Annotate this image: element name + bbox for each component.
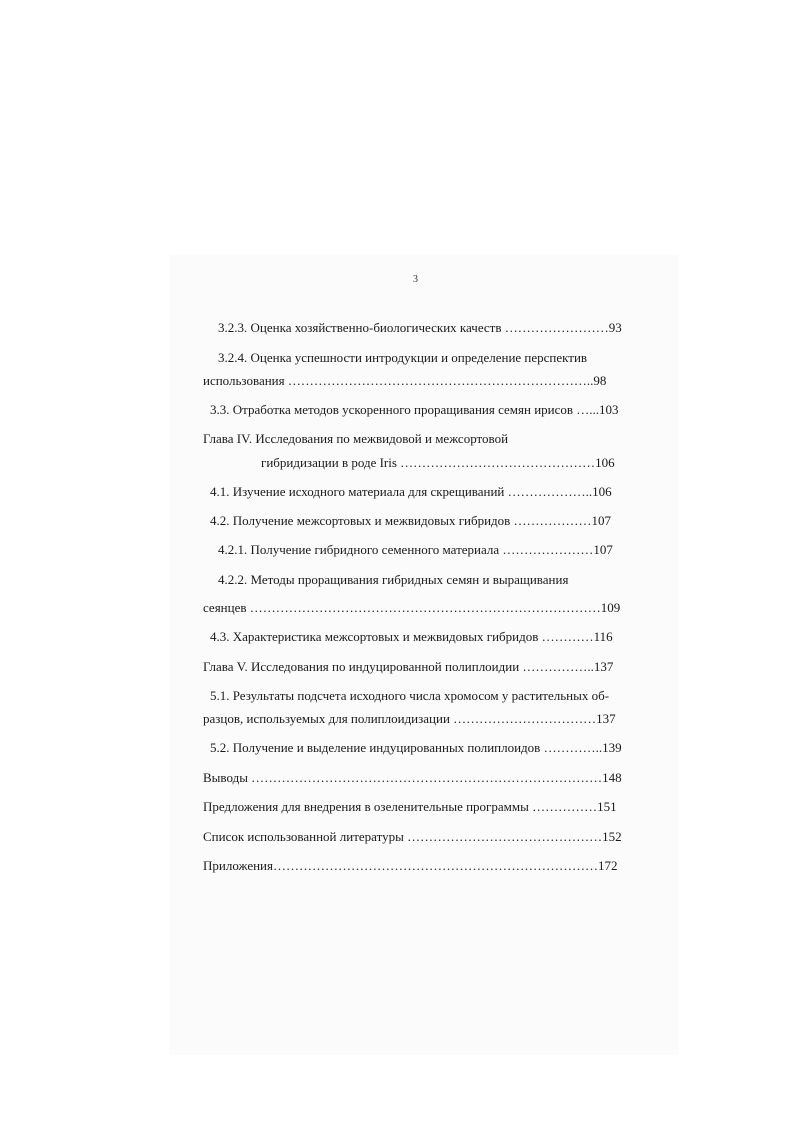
toc-entry: разцов, используемых для полиплоидизации ……………………………137 [203, 711, 616, 726]
toc-entry: 4.2.2. Методы проращивания гибридных семян и выращивания [218, 572, 569, 587]
toc-chapter-heading: Глава IV. Исследования по межвидовой и межсортовой [203, 431, 509, 446]
toc-entry: 4.1. Изучение исходного материала для скрещиваний ………………..106 [210, 484, 612, 499]
toc-entry: Список использованной литературы ………………………………………152 [203, 829, 622, 844]
toc-entry: Предложения для внедрения в озеленительные программы ……………151 [203, 799, 617, 814]
toc-entry: 3.2.4. Оценка успешности интродукции и определение перспектив [218, 350, 588, 365]
toc-chapter-heading: Глава V. Исследования по индуцированной полиплоидии ……………..137 [203, 659, 614, 674]
toc-entry: 5.1. Результаты подсчета исходного числа хромосом у растительных об- [210, 688, 610, 703]
toc-entry: сеянцев ………………………………………………………………………109 [203, 600, 621, 615]
toc-entry: 5.2. Получение и выделение индуцированных полиплоидов …………..139 [210, 740, 622, 755]
toc-chapter-heading: гибридизации в роде Iris ………………………………………106 [261, 455, 615, 470]
toc-entry: 4.2.1. Получение гибридного семенного материала …………………107 [218, 542, 613, 557]
toc-entry: 3.3. Отработка методов ускоренного проращивания семян ирисов …...103 [210, 402, 619, 417]
toc-entry: 4.3. Характеристика межсортовых и межвидовых гибридов …………116 [210, 629, 613, 644]
toc-entry: Приложения…………………………………………………………………172 [203, 858, 618, 873]
page-number: 3 [413, 274, 418, 285]
toc-entry: использования ……………………………………………………………..98 [203, 373, 607, 388]
toc-entry: 3.2.3. Оценка хозяйственно-биологических качеств ……………………93 [218, 320, 622, 335]
toc-entry: Выводы ………………………………………………………………………148 [203, 770, 622, 785]
toc-entry: 4.2. Получение межсортовых и межвидовых гибридов ………………107 [210, 513, 612, 528]
